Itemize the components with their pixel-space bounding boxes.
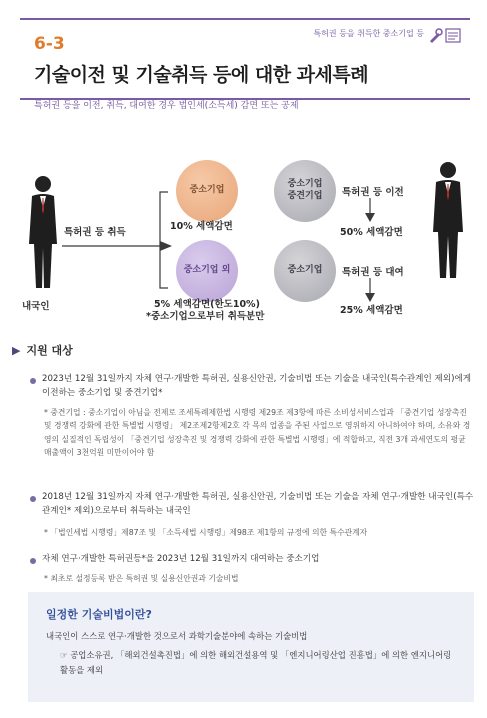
non-sme-note: *중소기업으로부터 취득분만 <box>146 311 265 322</box>
support-item-3: 자체 연구·개발한 특허권등*을 2023년 12월 31일까지 대여하는 중소기업 <box>42 554 320 564</box>
box-title: 일정한 기술비법이란? <box>46 608 152 621</box>
transfer-down-arrow <box>364 198 376 222</box>
box-exclusion-text: 공업소유권, 「해외건설촉진법」에 의한 해외건설용역 및 「엔지니어링산업 진흥법」에 의한 엔지니어링 활동을 제외 <box>60 650 452 676</box>
bullet-icon <box>30 558 36 564</box>
circle-transfer <box>274 160 336 222</box>
transfer-label: 특허권 등 이전 <box>342 187 404 198</box>
triangle-right-icon: ▶ <box>12 344 21 357</box>
bullet-icon <box>30 378 36 384</box>
lease-down-arrow <box>364 278 376 302</box>
circle-non-sme <box>176 240 238 302</box>
support-note-3: * 최초로 설정등록 받은 특허권 및 실용신안권과 기술비법 <box>44 574 239 583</box>
circle-non-sme-text: 중소기업 외 <box>183 265 231 276</box>
circle-lease-text: 중소기업 <box>287 265 323 276</box>
section-heading <box>12 342 73 358</box>
support-note-1: * 중견기업 : 중소기업이 아님을 전제로 조세특례제한법 시행령 제29조 제3항에 따른 소비성서비스업과 「중견기업 성장촉진 및 경쟁력 강화에 관한 특별법 시행령」 제2조제2항제2호 각 목의 업종을 주된 사업으로 영위하지 아니하여야 하며, 소유와 경영의 실질적인 독립성이 「중견기업 성장촉진 및 경쟁력 강화에 관한 특별법 시행령」에 적합하고, 직전 3개 과세연도의 평균 매출액이 3천억원 미만이어야 함 <box>44 408 471 457</box>
tech-know-how-box <box>28 592 474 702</box>
circle-transfer-line1: 중소기업 <box>287 179 323 190</box>
tax-benefit-diagram <box>20 160 470 330</box>
acquire-arrow-label: 특허권 등 취득 <box>64 227 126 238</box>
tools-document-icon <box>428 26 464 44</box>
support-note-2: * 「법인세법 시행령」제87조 및 「소득세법 시행령」제98조 제1항의 규정에 의한 특수관계자 <box>44 528 368 537</box>
box-exclusion <box>60 648 460 678</box>
bullet-icon <box>30 496 36 502</box>
lease-reduction: 25% 세액감면 <box>340 305 403 316</box>
sme-reduction: 10% 세액감면 <box>170 221 233 232</box>
circle-lease <box>274 240 336 302</box>
page-header <box>20 18 470 100</box>
page-title: 기술이전 및 기술취득 등에 대한 과세특례 <box>34 64 369 86</box>
section-title: 지원 대상 <box>26 344 73 357</box>
circle-sme <box>176 160 238 222</box>
page-subtitle: 특허권 등을 이전, 취득, 대여한 경우 법인세(소득세) 감면 또는 공제 <box>34 101 299 111</box>
support-item-2: 2018년 12월 31일까지 자체 연구·개발한 특허권, 실용신안권, 기술비법 또는 기술을 자체 연구·개발한 내국인(특수관계인* 제외)으로부터 취득하는 내국인 <box>42 492 474 517</box>
person-right-icon <box>430 160 466 282</box>
lease-label: 특허권 등 대여 <box>342 267 404 278</box>
circle-transfer-line2: 중견기업 <box>287 191 323 201</box>
non-sme-reduction: 5% 세액감면(한도10%) <box>154 299 260 310</box>
support-item-1: 2023년 12월 31일까지 자체 연구·개발한 특허권, 실용신안권, 기술비법 또는 기술을 내국인(특수관계인 제외)에게 이전하는 중소기업 및 중견기업* <box>42 374 472 399</box>
circle-sme-text: 중소기업 <box>189 185 225 196</box>
person-left-icon <box>26 174 60 292</box>
transfer-reduction: 50% 세액감면 <box>340 227 403 238</box>
left-person-label: 내국인 <box>22 301 50 312</box>
chapter-number: 6-3 <box>34 34 65 54</box>
corner-category: 특허권 등을 취득한 중소기업 등 <box>313 29 424 38</box>
box-definition: 내국인이 스스로 연구·개발한 것으로서 과학기술분야에 속하는 기술비법 <box>46 631 308 641</box>
acquire-bracket <box>150 190 174 290</box>
circle-transfer-text <box>288 179 323 202</box>
pointing-hand-icon: ☞ <box>60 650 68 660</box>
